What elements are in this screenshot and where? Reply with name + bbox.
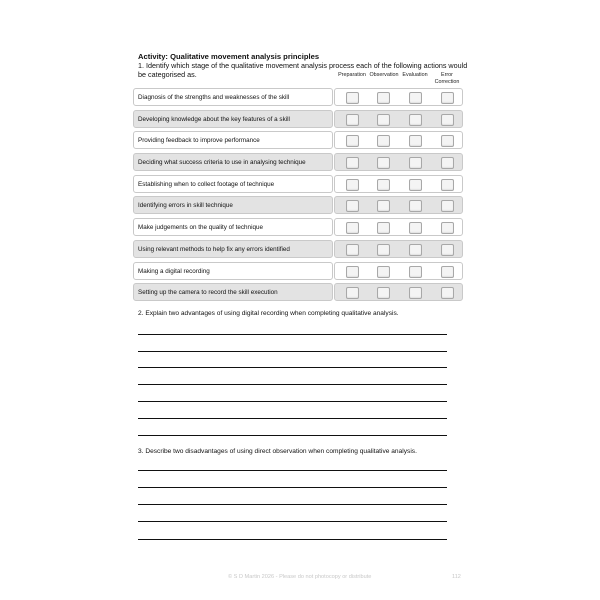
answer-line[interactable] bbox=[138, 351, 447, 352]
checkbox-error-correction[interactable] bbox=[441, 157, 454, 169]
checkbox-group bbox=[334, 262, 463, 280]
table-row bbox=[133, 174, 463, 196]
action-label: Setting up the camera to record the skill execution bbox=[133, 283, 333, 301]
checkbox-error-correction[interactable] bbox=[441, 92, 454, 104]
checkbox-group bbox=[334, 240, 463, 258]
checkbox-preparation[interactable] bbox=[346, 200, 359, 212]
checkbox-group bbox=[334, 131, 463, 149]
page-number: 112 bbox=[452, 574, 461, 580]
table-row bbox=[133, 195, 463, 217]
table-row bbox=[133, 130, 463, 152]
activity-title: Activity: Qualitative movement analysis principles bbox=[138, 52, 320, 61]
checkbox-evaluation[interactable] bbox=[409, 287, 422, 299]
checkbox-evaluation[interactable] bbox=[409, 179, 422, 191]
checkbox-group bbox=[334, 88, 463, 106]
checkbox-observation[interactable] bbox=[377, 244, 390, 256]
checkbox-error-correction[interactable] bbox=[441, 222, 454, 234]
answer-line[interactable] bbox=[138, 521, 447, 522]
checkbox-evaluation[interactable] bbox=[409, 157, 422, 169]
checkbox-observation[interactable] bbox=[377, 266, 390, 278]
action-label: Diagnosis of the strengths and weaknesses of the skill bbox=[133, 88, 333, 106]
checkbox-preparation[interactable] bbox=[346, 92, 359, 104]
checkbox-preparation[interactable] bbox=[346, 287, 359, 299]
checkbox-observation[interactable] bbox=[377, 287, 390, 299]
action-label: Establishing when to collect footage of technique bbox=[133, 175, 333, 193]
answer-line[interactable] bbox=[138, 470, 447, 471]
action-label: Using relevant methods to help fix any errors identified bbox=[133, 240, 333, 258]
answer-line[interactable] bbox=[138, 334, 447, 335]
checkbox-evaluation[interactable] bbox=[409, 92, 422, 104]
table-row bbox=[133, 217, 463, 239]
checkbox-observation[interactable] bbox=[377, 114, 390, 126]
checkbox-error-correction[interactable] bbox=[441, 114, 454, 126]
checkbox-observation[interactable] bbox=[377, 179, 390, 191]
checkbox-error-correction[interactable] bbox=[441, 179, 454, 191]
checkbox-error-correction[interactable] bbox=[441, 244, 454, 256]
column-header-observation: Observation bbox=[369, 72, 399, 78]
checkbox-group bbox=[334, 283, 463, 301]
action-label: Developing knowledge about the key features of a skill bbox=[133, 110, 333, 128]
checkbox-group bbox=[334, 218, 463, 236]
column-header-error-correction: Error Correction bbox=[434, 72, 460, 85]
checkbox-error-correction[interactable] bbox=[441, 200, 454, 212]
question-1-text: 1. Identify which stage of the qualitative movement analysis process each of the following actions would be categorised as. bbox=[138, 61, 468, 79]
answer-line[interactable] bbox=[138, 539, 447, 540]
action-label: Deciding what success criteria to use in analysing technique bbox=[133, 153, 333, 171]
checkbox-preparation[interactable] bbox=[346, 157, 359, 169]
table-row bbox=[133, 152, 463, 174]
checkbox-observation[interactable] bbox=[377, 222, 390, 234]
checkbox-preparation[interactable] bbox=[346, 114, 359, 126]
table-row bbox=[133, 109, 463, 131]
table-row bbox=[133, 87, 463, 109]
column-header-preparation: Preparation bbox=[338, 72, 366, 78]
checkbox-preparation[interactable] bbox=[346, 135, 359, 147]
checkbox-preparation[interactable] bbox=[346, 244, 359, 256]
checkbox-preparation[interactable] bbox=[346, 266, 359, 278]
checkbox-evaluation[interactable] bbox=[409, 200, 422, 212]
checkbox-observation[interactable] bbox=[377, 200, 390, 212]
action-label: Make judgements on the quality of technique bbox=[133, 218, 333, 236]
action-label: Identifying errors in skill technique bbox=[133, 196, 333, 214]
checkbox-group bbox=[334, 110, 463, 128]
checkbox-evaluation[interactable] bbox=[409, 244, 422, 256]
answer-line[interactable] bbox=[138, 384, 447, 385]
column-header-evaluation: Evaluation bbox=[402, 72, 428, 78]
action-label: Providing feedback to improve performance bbox=[133, 131, 333, 149]
checkbox-observation[interactable] bbox=[377, 135, 390, 147]
answer-line[interactable] bbox=[138, 401, 447, 402]
checkbox-preparation[interactable] bbox=[346, 179, 359, 191]
checkbox-evaluation[interactable] bbox=[409, 114, 422, 126]
checkbox-observation[interactable] bbox=[377, 92, 390, 104]
copyright-footer: © S D Martin 2026 - Please do not photocopy or distribute bbox=[228, 574, 372, 580]
checkbox-error-correction[interactable] bbox=[441, 287, 454, 299]
checkbox-error-correction[interactable] bbox=[441, 135, 454, 147]
answer-line[interactable] bbox=[138, 418, 447, 419]
answer-line[interactable] bbox=[138, 504, 447, 505]
checkbox-evaluation[interactable] bbox=[409, 266, 422, 278]
action-label: Making a digital recording bbox=[133, 262, 333, 280]
checkbox-preparation[interactable] bbox=[346, 222, 359, 234]
checkbox-error-correction[interactable] bbox=[441, 266, 454, 278]
checkbox-group bbox=[334, 153, 463, 171]
table-row bbox=[133, 261, 463, 283]
question-3-text: 3. Describe two disadvantages of using direct observation when completing qualitative analysis. bbox=[138, 448, 417, 455]
checkbox-evaluation[interactable] bbox=[409, 135, 422, 147]
checkbox-observation[interactable] bbox=[377, 157, 390, 169]
answer-line[interactable] bbox=[138, 487, 447, 488]
checkbox-group bbox=[334, 196, 463, 214]
checkbox-evaluation[interactable] bbox=[409, 222, 422, 234]
answer-line[interactable] bbox=[138, 367, 447, 368]
checkbox-group bbox=[334, 175, 463, 193]
table-row bbox=[133, 239, 463, 261]
question-2-text: 2. Explain two advantages of using digital recording when completing qualitative analysis. bbox=[138, 310, 399, 317]
classification-table bbox=[133, 87, 463, 304]
answer-line[interactable] bbox=[138, 435, 447, 436]
table-row bbox=[133, 282, 463, 304]
